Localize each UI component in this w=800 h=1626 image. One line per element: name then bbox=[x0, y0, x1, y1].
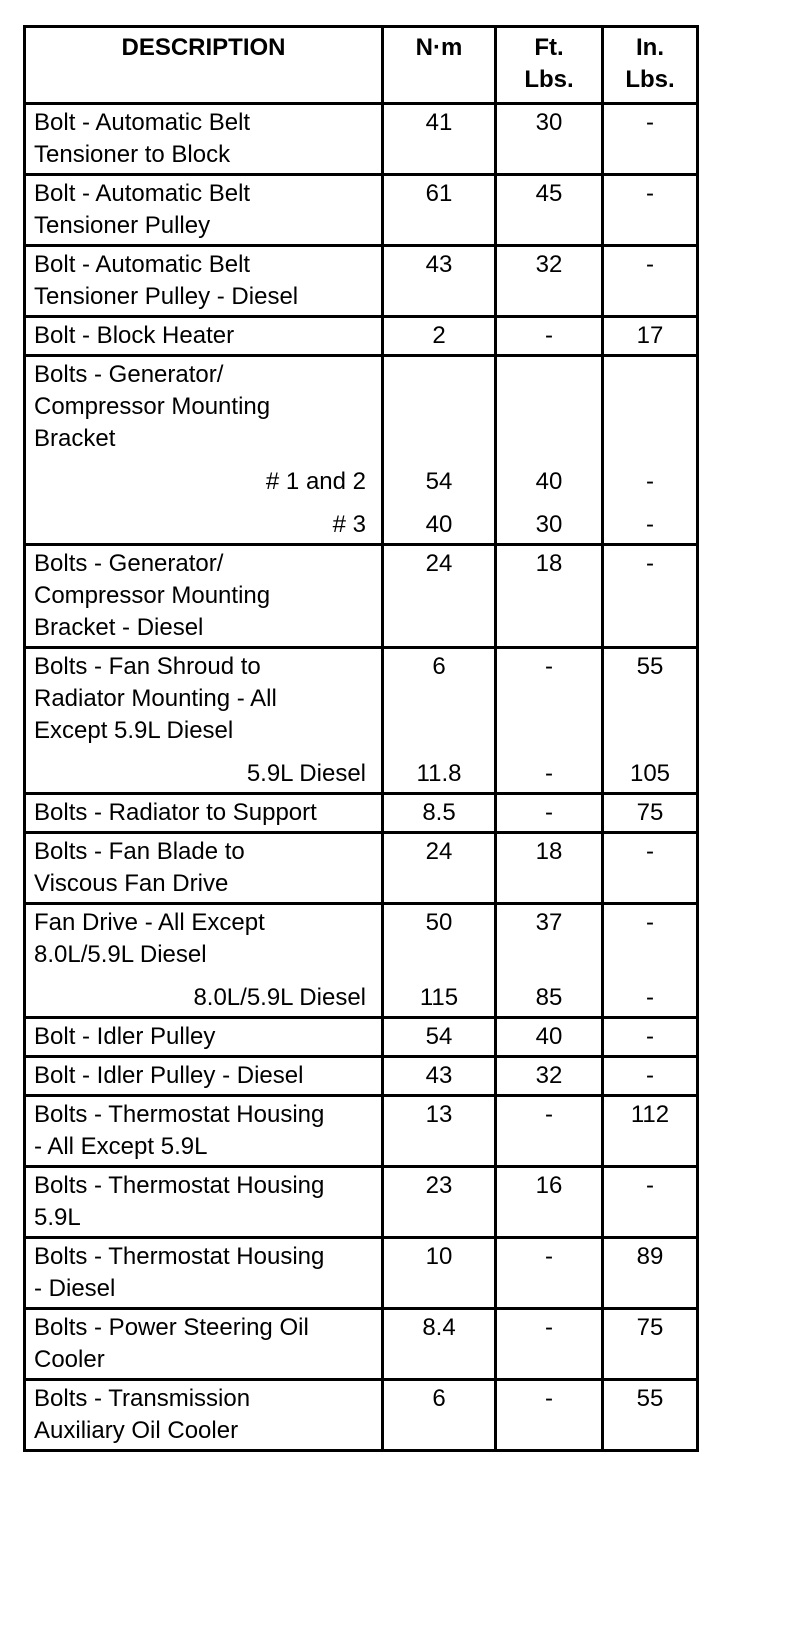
description-cell bbox=[25, 1309, 383, 1380]
value-text: 89 bbox=[636, 1243, 664, 1270]
torque-specifications-table bbox=[23, 25, 699, 1452]
spacer bbox=[384, 683, 494, 747]
description-text: Bolt - Automatic Belt Tensioner to Block bbox=[34, 109, 251, 168]
value-text: 55 bbox=[636, 653, 664, 680]
value-text: 24 bbox=[425, 838, 453, 865]
table-row bbox=[25, 1238, 698, 1309]
value-text: - bbox=[646, 180, 654, 207]
description-cell bbox=[25, 1057, 383, 1096]
sub-value: 105 bbox=[629, 760, 671, 787]
ft-lbs-cell bbox=[496, 104, 603, 175]
spacer bbox=[604, 455, 696, 466]
value-text: - bbox=[545, 1101, 553, 1128]
in-lbs-cell bbox=[603, 904, 698, 1018]
value-text: 10 bbox=[425, 1243, 453, 1270]
spacer bbox=[384, 971, 494, 982]
description-cell bbox=[25, 1238, 383, 1309]
in-lbs-cell bbox=[603, 833, 698, 904]
description-cell bbox=[25, 545, 383, 648]
nm-cell bbox=[383, 833, 496, 904]
description-cell bbox=[25, 317, 383, 356]
table-row bbox=[25, 794, 698, 833]
value-text: 37 bbox=[535, 909, 563, 936]
description-cell bbox=[25, 104, 383, 175]
table-row bbox=[25, 317, 698, 356]
in-lbs-cell bbox=[603, 1238, 698, 1309]
spacer bbox=[604, 971, 696, 982]
header-row bbox=[25, 27, 698, 104]
table-body bbox=[25, 104, 698, 1451]
description-text: Bolts - Generator/ Compressor Mounting Bracket bbox=[34, 361, 271, 452]
table-row bbox=[25, 545, 698, 648]
value-text: - bbox=[646, 1023, 654, 1050]
spacer bbox=[604, 939, 696, 971]
sub-value: - bbox=[545, 760, 553, 787]
spacer bbox=[497, 683, 601, 747]
value-text: 32 bbox=[535, 1062, 563, 1089]
value-text: - bbox=[646, 838, 654, 865]
spacer bbox=[604, 747, 696, 758]
spacer bbox=[604, 498, 696, 509]
description-text: Bolts - Fan Shroud to Radiator Mounting - All Except 5.9L Diesel bbox=[34, 653, 277, 744]
ft-lbs-cell bbox=[496, 246, 603, 317]
value-text: 30 bbox=[535, 109, 563, 136]
value-text: 18 bbox=[535, 550, 563, 577]
description-text: Bolts - Power Steering Oil Cooler bbox=[34, 1314, 309, 1373]
spacer bbox=[384, 747, 494, 758]
description-text: Bolts - Generator/ Compressor Mounting Bracket - Diesel bbox=[34, 550, 271, 641]
ft-lbs-cell bbox=[496, 904, 603, 1018]
nm-cell bbox=[383, 794, 496, 833]
value-text: 61 bbox=[425, 180, 453, 207]
nm-cell bbox=[383, 1096, 496, 1167]
nm-cell bbox=[383, 1018, 496, 1057]
ft-lbs-cell bbox=[496, 175, 603, 246]
value-text bbox=[384, 359, 494, 391]
description-cell bbox=[25, 1380, 383, 1451]
spacer bbox=[384, 498, 494, 509]
description-cell bbox=[25, 833, 383, 904]
description-cell bbox=[25, 904, 383, 1018]
spacer bbox=[497, 747, 601, 758]
description-cell bbox=[25, 175, 383, 246]
sub-value: 11.8 bbox=[416, 760, 462, 787]
value-text bbox=[604, 359, 696, 391]
description-text: Bolts - Thermostat Housing - All Except 5.9L bbox=[34, 1101, 325, 1160]
spacer bbox=[604, 683, 696, 747]
table-row bbox=[25, 1380, 698, 1451]
spacer bbox=[384, 391, 494, 455]
table-row bbox=[25, 904, 698, 1018]
description-text: Bolts - Radiator to Support bbox=[34, 799, 317, 826]
value-text: - bbox=[545, 1385, 553, 1412]
ft-lbs-cell bbox=[496, 1018, 603, 1057]
table-row bbox=[25, 175, 698, 246]
ft-lbs-cell bbox=[496, 1167, 603, 1238]
spacer bbox=[26, 971, 381, 982]
value-text: - bbox=[545, 322, 553, 349]
spacer bbox=[497, 971, 601, 982]
sub-value: 54 bbox=[425, 468, 453, 495]
value-text: 18 bbox=[535, 838, 563, 865]
in-lbs-cell bbox=[603, 246, 698, 317]
description-cell bbox=[25, 1018, 383, 1057]
ft-lbs-cell bbox=[496, 1238, 603, 1309]
sub-value: 30 bbox=[535, 511, 563, 538]
spacer bbox=[497, 391, 601, 455]
value-text: - bbox=[646, 909, 654, 936]
table-row bbox=[25, 1018, 698, 1057]
sub-label: 5.9L Diesel bbox=[246, 760, 366, 787]
value-text: 24 bbox=[425, 550, 453, 577]
ft-lbs-cell bbox=[496, 1057, 603, 1096]
value-text: - bbox=[545, 1314, 553, 1341]
ft-lbs-cell bbox=[496, 833, 603, 904]
in-lbs-cell bbox=[603, 1309, 698, 1380]
spacer bbox=[384, 455, 494, 466]
nm-cell bbox=[383, 317, 496, 356]
description-text: Bolts - Thermostat Housing - Diesel bbox=[34, 1243, 325, 1302]
description-cell bbox=[25, 356, 383, 545]
value-text: 43 bbox=[425, 251, 453, 278]
value-text: 45 bbox=[535, 180, 563, 207]
value-text: 6 bbox=[432, 653, 446, 680]
value-text: 8.4 bbox=[422, 1314, 456, 1341]
value-text bbox=[497, 359, 601, 391]
value-text: 32 bbox=[535, 251, 563, 278]
description-text: Bolt - Automatic Belt Tensioner Pulley bbox=[34, 180, 251, 239]
description-text: Bolt - Idler Pulley - Diesel bbox=[34, 1062, 304, 1089]
value-text: - bbox=[646, 109, 654, 136]
in-lbs-cell bbox=[603, 648, 698, 794]
description-text: Bolts - Transmission Auxiliary Oil Cooler bbox=[34, 1385, 251, 1444]
spacer bbox=[497, 455, 601, 466]
ft-lbs-cell bbox=[496, 794, 603, 833]
nm-cell bbox=[383, 1167, 496, 1238]
value-text: - bbox=[545, 1243, 553, 1270]
table-row bbox=[25, 246, 698, 317]
description-text: Bolts - Fan Blade to Viscous Fan Drive bbox=[34, 838, 245, 897]
value-text: 112 bbox=[630, 1101, 670, 1128]
nm-cell bbox=[383, 246, 496, 317]
value-text: 16 bbox=[535, 1172, 563, 1199]
description-cell bbox=[25, 794, 383, 833]
in-lbs-cell bbox=[603, 175, 698, 246]
table-row bbox=[25, 648, 698, 794]
nm-cell bbox=[383, 1238, 496, 1309]
value-text: - bbox=[646, 1062, 654, 1089]
sub-label: 8.0L/5.9L Diesel bbox=[193, 984, 366, 1011]
value-text: 17 bbox=[636, 322, 664, 349]
ft-lbs-cell bbox=[496, 648, 603, 794]
spacer bbox=[26, 747, 381, 758]
description-cell bbox=[25, 246, 383, 317]
header-description: DESCRIPTION bbox=[25, 27, 383, 104]
spacer bbox=[384, 939, 494, 971]
table-row bbox=[25, 104, 698, 175]
table-row bbox=[25, 1096, 698, 1167]
sub-value: - bbox=[646, 511, 654, 538]
sub-value: 85 bbox=[535, 984, 563, 1011]
sub-label: # 3 bbox=[332, 511, 366, 538]
ft-lbs-cell bbox=[496, 356, 603, 545]
nm-cell bbox=[383, 1057, 496, 1096]
sub-value: 40 bbox=[425, 511, 453, 538]
description-text: Bolt - Automatic Belt Tensioner Pulley - Diesel bbox=[34, 251, 299, 310]
description-cell bbox=[25, 1096, 383, 1167]
sub-value: - bbox=[646, 468, 654, 495]
description-text: Bolt - Block Heater bbox=[34, 322, 235, 349]
value-text: 6 bbox=[432, 1385, 446, 1412]
spacer bbox=[497, 939, 601, 971]
nm-cell bbox=[383, 1380, 496, 1451]
description-text: Bolts - Thermostat Housing 5.9L bbox=[34, 1172, 325, 1231]
in-lbs-cell bbox=[603, 1167, 698, 1238]
value-text: 13 bbox=[425, 1101, 453, 1128]
sub-value: - bbox=[646, 984, 654, 1011]
table-row bbox=[25, 833, 698, 904]
in-lbs-cell bbox=[603, 104, 698, 175]
spacer bbox=[26, 498, 381, 509]
in-lbs-cell bbox=[603, 1380, 698, 1451]
description-cell bbox=[25, 1167, 383, 1238]
value-text: 50 bbox=[425, 909, 453, 936]
header-ft-lbs: Ft. Lbs. bbox=[496, 27, 603, 104]
value-text: 41 bbox=[425, 109, 453, 136]
nm-cell bbox=[383, 1309, 496, 1380]
in-lbs-cell bbox=[603, 794, 698, 833]
sub-value: 115 bbox=[419, 984, 459, 1011]
ft-lbs-cell bbox=[496, 545, 603, 648]
value-text: - bbox=[646, 251, 654, 278]
table-row bbox=[25, 1167, 698, 1238]
table-row bbox=[25, 1057, 698, 1096]
value-text: 23 bbox=[425, 1172, 453, 1199]
value-text: - bbox=[545, 799, 553, 826]
spacer bbox=[604, 391, 696, 455]
sub-label: # 1 and 2 bbox=[265, 468, 366, 495]
header-nm: N·m bbox=[383, 27, 496, 104]
description-cell bbox=[25, 648, 383, 794]
nm-cell bbox=[383, 104, 496, 175]
value-text: - bbox=[646, 1172, 654, 1199]
nm-cell bbox=[383, 648, 496, 794]
spacer bbox=[497, 498, 601, 509]
value-text: 54 bbox=[425, 1023, 453, 1050]
description-text: Fan Drive - All Except 8.0L/5.9L Diesel bbox=[34, 909, 265, 968]
in-lbs-cell bbox=[603, 1096, 698, 1167]
value-text: 75 bbox=[636, 799, 664, 826]
value-text: 40 bbox=[535, 1023, 563, 1050]
ft-lbs-cell bbox=[496, 1380, 603, 1451]
ft-lbs-cell bbox=[496, 1096, 603, 1167]
value-text: 8.5 bbox=[422, 799, 456, 826]
nm-cell bbox=[383, 545, 496, 648]
description-text: Bolt - Idler Pulley bbox=[34, 1023, 216, 1050]
value-text: 2 bbox=[432, 322, 446, 349]
value-text: 43 bbox=[425, 1062, 453, 1089]
in-lbs-cell bbox=[603, 545, 698, 648]
in-lbs-cell bbox=[603, 317, 698, 356]
nm-cell bbox=[383, 356, 496, 545]
value-text: - bbox=[545, 653, 553, 680]
spacer bbox=[26, 455, 381, 466]
sub-value: 40 bbox=[535, 468, 563, 495]
in-lbs-cell bbox=[603, 1057, 698, 1096]
table-row bbox=[25, 1309, 698, 1380]
value-text: 75 bbox=[636, 1314, 664, 1341]
ft-lbs-cell bbox=[496, 1309, 603, 1380]
value-text: 55 bbox=[636, 1385, 664, 1412]
nm-cell bbox=[383, 904, 496, 1018]
value-text: - bbox=[646, 550, 654, 577]
ft-lbs-cell bbox=[496, 317, 603, 356]
in-lbs-cell bbox=[603, 1018, 698, 1057]
in-lbs-cell bbox=[603, 356, 698, 545]
header-in-lbs: In. Lbs. bbox=[603, 27, 698, 104]
table-row bbox=[25, 356, 698, 545]
nm-cell bbox=[383, 175, 496, 246]
